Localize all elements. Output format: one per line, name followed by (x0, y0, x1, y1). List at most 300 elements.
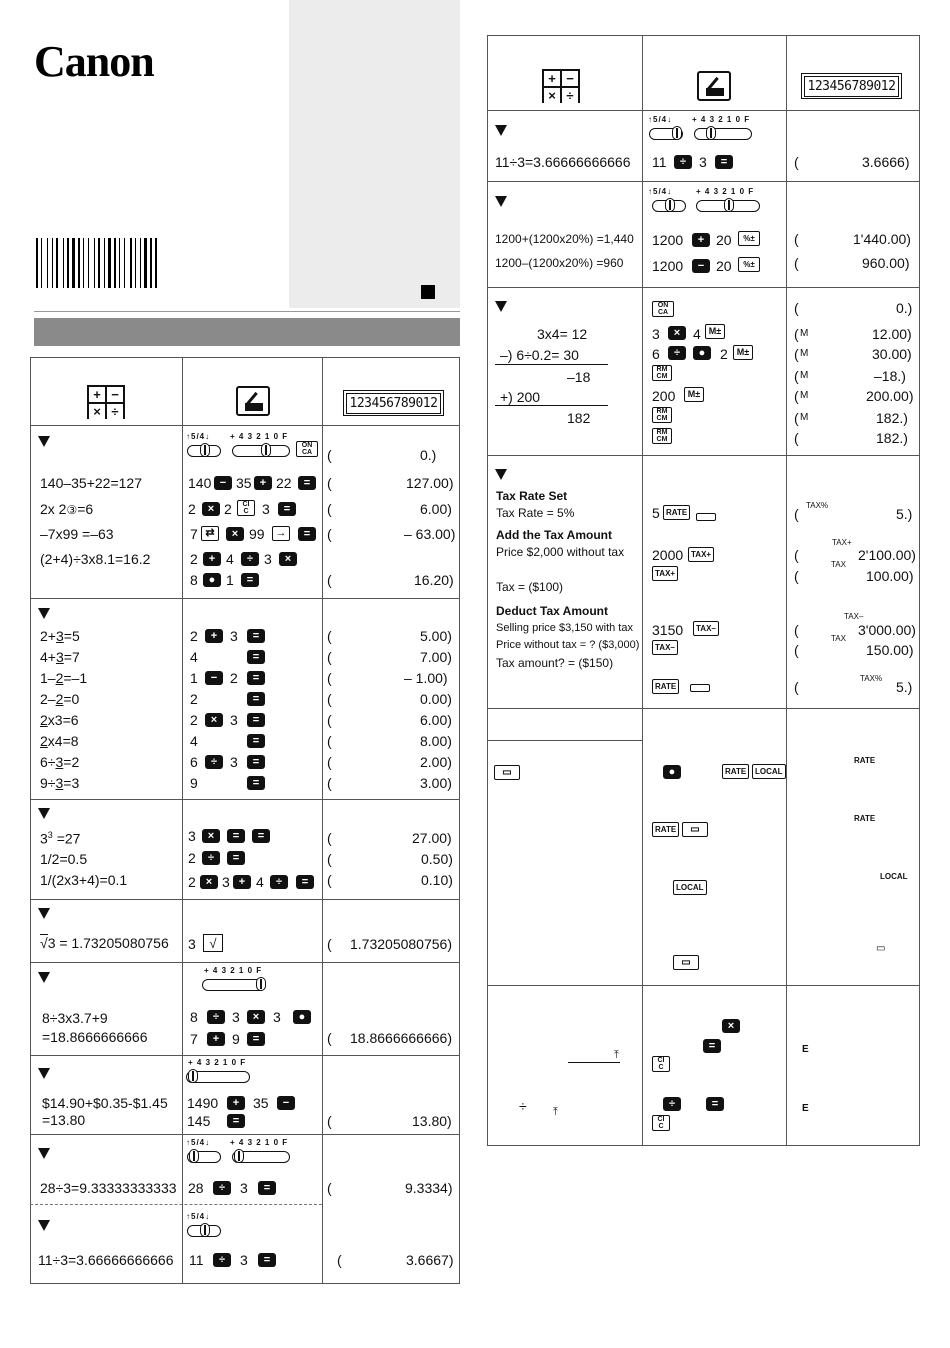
error-indicator: E (802, 1103, 809, 1114)
example-text: 11÷3=3.66666666666 (495, 154, 631, 170)
result-open: ( (327, 475, 332, 491)
minus-key: − (205, 671, 223, 685)
key-entry: 4 (190, 649, 198, 665)
barcode-bar (52, 238, 53, 288)
key-entry: 6 (190, 754, 198, 770)
rm-cm-key: RM CM (652, 365, 672, 381)
key-entry: 4 (693, 326, 701, 342)
example-text: 1200–(1200x20%) =960 (495, 256, 624, 270)
memory-line: 182 (567, 410, 591, 426)
row-divider (487, 985, 920, 986)
multiply-key: × (202, 829, 220, 843)
key-entry: 5 (652, 505, 660, 521)
example-text: 28÷3=9.33333333333 (40, 1180, 177, 1196)
tax-minus-key: TAX– (693, 621, 719, 636)
key-entry: 2 (190, 551, 198, 567)
example-text: 140–35+22=127 (40, 475, 142, 491)
tax-plus-key: TAX+ (688, 547, 714, 562)
result-value: 200.00) (866, 388, 914, 404)
rate-indicator: RATE (854, 814, 876, 823)
key-entry: 99 (249, 526, 265, 542)
example-text: Selling price $3,150 with tax (496, 622, 633, 634)
section-marker-icon (38, 808, 50, 819)
result-value: 182.) (876, 430, 908, 446)
key-entry: 9 (232, 1031, 240, 1047)
key-entry: 3 (273, 1009, 281, 1025)
key-entry: 1200 (652, 258, 684, 274)
equals-key: = (296, 875, 314, 889)
display-icon: 123456789012 (801, 73, 902, 99)
memory-plus-key: M± (705, 324, 725, 339)
barcode-bar (150, 238, 152, 288)
equals-key: = (247, 734, 265, 748)
barcode-bar (142, 238, 143, 288)
result-open: ( (327, 754, 332, 770)
tax-indicator: TAX+ (832, 538, 852, 547)
rule (568, 1062, 620, 1063)
key-entry: 7 (190, 1031, 198, 1047)
result-value: 12.00) (872, 326, 912, 342)
barcode-bar (54, 238, 55, 288)
result-open: ( (327, 526, 332, 542)
example-text: Tax amount? = ($150) (496, 656, 614, 670)
divide-key: ÷ (668, 346, 686, 360)
key-entry: 2 (188, 874, 196, 890)
key-entry: 20 (716, 258, 732, 274)
key-entry: 2 (224, 501, 232, 517)
memory-line: +) 200 (500, 389, 541, 405)
plus-key: + (203, 552, 221, 566)
barcode-bar (88, 238, 89, 288)
sum-rule (495, 364, 608, 365)
tax-indicator: TAX– (844, 612, 864, 621)
row-divider (487, 708, 920, 709)
example-text: 1200+(1200x20%) =1,440 (495, 232, 634, 246)
divide-key: ÷ (270, 875, 288, 889)
equals-key: = (715, 155, 733, 169)
result-open: ( (794, 154, 799, 170)
result-value: 6.00) (420, 501, 452, 517)
section-marker-icon (495, 469, 507, 480)
result-open: ( (327, 691, 332, 707)
mode-switch: ↑5/4↓ + 4 3 2 1 0 F (648, 187, 763, 215)
barcode-bar (106, 238, 107, 288)
divide-key: ÷ (663, 1097, 681, 1111)
barcode-bar (96, 238, 97, 288)
minus-key: − (214, 476, 232, 490)
multiply-key: × (226, 527, 244, 541)
result-open: ( (327, 872, 332, 888)
memory-indicator: M (800, 348, 809, 359)
barcode-bar (47, 238, 48, 288)
example-text: (2+4)÷3x8.1=16.2 (40, 551, 151, 567)
result-value: 100.00) (866, 568, 914, 584)
result-value: 0.50) (421, 851, 453, 867)
equals-key: = (247, 629, 265, 643)
key-entry: 3 (188, 828, 196, 844)
equals-key: = (247, 1032, 265, 1046)
key-entry: 3 (652, 326, 660, 342)
key-entry: 3 (240, 1180, 248, 1196)
barcode-bar (76, 238, 77, 288)
decimal-key: ● (293, 1010, 311, 1024)
barcode-bar (140, 238, 141, 288)
key-entry: 7 (190, 526, 198, 542)
multiply-key: × (279, 552, 297, 566)
key-entry: 1200 (652, 232, 684, 248)
result-open: ( (327, 1030, 332, 1046)
arrow-up-icon: ⤒ (614, 1049, 619, 1061)
result-value: 5.00) (420, 628, 452, 644)
key-entry: 2 (190, 712, 198, 728)
key-entry: 3 (262, 501, 270, 517)
barcode-bar (130, 238, 132, 288)
result-value: 3.00) (420, 775, 452, 791)
row-divider (487, 455, 920, 456)
example-text: 2x3=6 (40, 712, 79, 728)
barcode-bar (56, 238, 58, 288)
result-value: 27.00) (412, 830, 452, 846)
result-open: ( (794, 642, 799, 658)
key-entry: 2000 (652, 547, 684, 563)
col-divider (182, 357, 183, 1284)
result-value: 1.73205080756) (350, 936, 452, 952)
arrow-up-icon: ⤒ (553, 1106, 558, 1118)
divide-key: ÷ (213, 1181, 231, 1195)
key-entry: 35 (253, 1095, 269, 1111)
tax-indicator: TAX (831, 634, 846, 643)
multiply-key: × (205, 713, 223, 727)
result-open: ( (327, 733, 332, 749)
equals-key: = (278, 502, 296, 516)
plus-key: + (692, 233, 710, 247)
result-value: 2'100.00) (858, 547, 916, 563)
result-open: ( (327, 670, 332, 686)
mode-switch: ↑5/4↓ + 4 3 2 1 0 F (186, 432, 296, 460)
result-open: ( (327, 830, 332, 846)
result-open: ( (794, 679, 799, 695)
memory-line: –) 6÷0.2= 30 (500, 347, 579, 363)
keypress-icon (697, 71, 731, 101)
barcode-bar (94, 238, 95, 288)
result-open: ( (794, 622, 799, 638)
rate-key: RATE (652, 822, 679, 837)
result-value: 18.8666666666) (350, 1030, 452, 1046)
example-text: 1/2=0.5 (40, 851, 88, 867)
barcode-bar (153, 238, 154, 288)
key-entry: 4 (190, 733, 198, 749)
result-value: 0.) (896, 300, 913, 316)
key-entry: 3150 (652, 622, 684, 638)
sum-rule (495, 405, 608, 406)
mode-switch: ↑5/4↓ + 4 3 2 1 0 F (186, 1138, 296, 1166)
equals-key: = (247, 650, 265, 664)
row-divider (30, 425, 460, 426)
barcode-bar (101, 238, 103, 288)
barcode-bar (137, 238, 139, 288)
memory-line: –18 (567, 369, 591, 385)
example-text: 1–2=–1 (40, 670, 88, 686)
row-divider (487, 181, 920, 182)
slot-key-icon: ▭ (673, 955, 699, 970)
result-open: ( (327, 447, 332, 463)
percent-key: %± (738, 231, 760, 246)
divide-key: ÷ (202, 851, 220, 865)
row-divider (30, 899, 460, 900)
result-value: 3'000.00) (858, 622, 916, 638)
result-value: 0.10) (421, 872, 453, 888)
decimal-key: ● (203, 573, 221, 587)
plus-key: + (254, 476, 272, 490)
key-entry: 35 (236, 475, 252, 491)
divide-key: ÷ (213, 1253, 231, 1267)
result-value: 9.3334) (405, 1180, 453, 1196)
section-marker-icon (38, 436, 50, 447)
multiply-key: × (668, 326, 686, 340)
result-value: 30.00) (872, 346, 912, 362)
plus-key: + (205, 629, 223, 643)
key-entry: 2 (190, 628, 198, 644)
barcode-bar (158, 238, 159, 288)
key-entry: 2 (188, 501, 196, 517)
result-open: ( (794, 568, 799, 584)
keypress-icon (236, 386, 270, 416)
barcode-bar (148, 238, 149, 288)
key-entry: 4 (226, 551, 234, 567)
result-value: – 63.00) (404, 526, 456, 542)
ci-c-key: CI C (237, 500, 255, 516)
barcode-bar (39, 238, 40, 288)
result-open: ( (327, 1113, 332, 1129)
memory-line: 3x4= 12 (537, 326, 588, 342)
key-entry: 11 (652, 154, 667, 170)
result-open: ( (794, 547, 799, 563)
key-entry: 20 (716, 232, 732, 248)
key-entry: 2 (188, 850, 196, 866)
key-entry: 2 (230, 670, 238, 686)
equals-key: = (258, 1181, 276, 1195)
result-open: ( (327, 501, 332, 517)
section-marker-icon (38, 1220, 50, 1231)
divide-key: ÷ (207, 1010, 225, 1024)
section-marker-icon (495, 301, 507, 312)
result-open: ( (794, 231, 799, 247)
decimal-key: ● (663, 765, 681, 779)
equals-key: = (227, 1114, 245, 1128)
section-heading: Deduct Tax Amount (496, 604, 609, 618)
example-text: √3 = 1.73205080756 (40, 935, 169, 951)
key-entry: 1 (226, 572, 234, 588)
barcode-bar (70, 238, 71, 288)
ci-c-key: CI C (652, 1115, 670, 1131)
key-entry: 3 (230, 712, 238, 728)
calculator-icon: + − × ÷ (87, 385, 125, 419)
col-divider (642, 35, 643, 1146)
divide-key: ÷ (205, 755, 223, 769)
key-entry: 6 (652, 346, 660, 362)
memory-indicator: M (800, 370, 809, 381)
rm-cm-key: RM CM (652, 428, 672, 444)
key-entry: 3 (264, 551, 272, 567)
result-open: ( (337, 1252, 342, 1268)
result-value: 0.) (420, 447, 437, 463)
example-text: 11÷3=3.66666666666 (38, 1252, 174, 1268)
equals-key: = (247, 692, 265, 706)
barcode-bar (90, 238, 93, 288)
decimal-switch: + 4 3 2 1 0 F (186, 1058, 256, 1086)
row-divider (30, 1055, 460, 1056)
slot-key-icon: ▭ (682, 822, 708, 837)
section-marker-icon (38, 908, 50, 919)
row-divider (487, 740, 642, 741)
local-key: LOCAL (752, 764, 786, 779)
result-open: ( (327, 572, 332, 588)
result-open: ( (794, 506, 799, 522)
result-value: 1'440.00) (853, 231, 911, 247)
section-marker-icon (38, 972, 50, 983)
key-entry: 3 (222, 874, 230, 890)
barcode-bar (117, 238, 118, 288)
example-text: $3^3 =27$ (40, 830, 81, 847)
barcode-bar (112, 238, 113, 288)
equals-key: = (706, 1097, 724, 1111)
error-indicator: E (802, 1044, 809, 1055)
barcode-bar (49, 238, 51, 288)
example-text: Tax = ($100) (496, 580, 564, 594)
equals-key: = (247, 755, 265, 769)
tax-plus-key: TAX+ (652, 566, 678, 581)
result-open: ( (794, 388, 799, 404)
result-open: ( (327, 851, 332, 867)
section-heading: Tax Rate Set (496, 489, 568, 503)
percent-key: %± (738, 257, 760, 272)
section-marker-icon (38, 1068, 50, 1079)
decimal-switch: + 4 3 2 1 0 F (202, 966, 272, 994)
equals-key: = (247, 713, 265, 727)
barcode-bar (65, 238, 66, 288)
key-entry: 11 (189, 1252, 204, 1268)
col-divider (786, 35, 787, 1146)
row-divider-dashed (30, 1204, 322, 1205)
local-indicator: LOCAL (880, 872, 908, 881)
example-text: –7x99 =–63 (40, 526, 114, 542)
tax-minus-key: TAX– (652, 640, 678, 655)
result-value: 5.) (896, 506, 913, 522)
equals-key: = (703, 1039, 721, 1053)
result-value: 2.00) (420, 754, 452, 770)
example-text: 2x 2③=6 (40, 501, 94, 517)
memory-minus-key: M± (733, 345, 753, 360)
result-value: 960.00) (862, 255, 910, 271)
key-entry: 1490 (187, 1095, 219, 1111)
example-text: 2+3=5 (40, 628, 80, 644)
slot-icon (690, 684, 710, 692)
sign-change-key: ⇄ (201, 526, 219, 541)
key-entry: 3 (699, 154, 707, 170)
equals-key: = (247, 776, 265, 790)
mode-switch: ↑5/4↓ + 4 3 2 1 0 F (648, 115, 758, 143)
result-open: ( (794, 326, 799, 342)
result-value: 182.) (876, 410, 908, 426)
multiply-key: × (200, 875, 218, 889)
rate-key: RATE (663, 505, 690, 520)
backspace-key: → (272, 526, 290, 541)
rounding-switch: ↑5/4↓ (186, 1212, 226, 1240)
result-open: ( (794, 410, 799, 426)
barcode-bar (124, 238, 125, 288)
result-open: ( (794, 368, 799, 384)
on-ca-key: ON CA (296, 441, 318, 457)
result-open: ( (327, 936, 332, 952)
result-open: ( (794, 430, 799, 446)
result-value: 150.00) (866, 642, 914, 658)
result-open: ( (327, 775, 332, 791)
result-value: 3.6667) (406, 1252, 454, 1268)
example-text: 8÷3x3.7+9 (42, 1010, 108, 1026)
key-entry: 2 (190, 691, 198, 707)
barcode-bar (85, 238, 87, 288)
example-text: 2x4=8 (40, 733, 79, 749)
barcode-bar (98, 238, 100, 288)
example-text: =18.8666666666 (42, 1029, 148, 1045)
result-value: 6.00) (420, 712, 452, 728)
barcode-bar (43, 238, 46, 288)
equals-key: = (258, 1253, 276, 1267)
equals-key: = (241, 573, 259, 587)
barcode-bar (36, 238, 38, 288)
equals-key: = (227, 829, 245, 843)
result-value: 13.80) (412, 1113, 452, 1129)
result-open: ( (327, 628, 332, 644)
result-open: ( (794, 300, 799, 316)
result-open: ( (794, 255, 799, 271)
local-key: LOCAL (673, 880, 707, 895)
section-marker-icon (495, 196, 507, 207)
ci-c-key: CI C (652, 1056, 670, 1072)
calculator-icon: + − × ÷ (542, 69, 580, 103)
barcode-bar (108, 238, 111, 288)
equals-key: = (227, 851, 245, 865)
equals-key: = (298, 527, 316, 541)
divider (34, 311, 460, 312)
rate-key: RATE (652, 679, 679, 694)
key-entry: 3 (240, 1252, 248, 1268)
barcode-bar (72, 238, 75, 288)
slot-indicator-icon: ▭ (876, 943, 886, 954)
key-entry: 145 (187, 1113, 211, 1129)
result-value: 7.00) (420, 649, 452, 665)
example-text: $14.90+$0.35-$1.45 (42, 1095, 168, 1111)
key-entry: 3 (230, 754, 238, 770)
row-divider (30, 1134, 460, 1135)
barcode-bar (119, 238, 120, 288)
divide-key: ÷ (241, 552, 259, 566)
example-text: 4+3=7 (40, 649, 80, 665)
display-icon: 123456789012 (343, 390, 444, 416)
barcode-bar (81, 238, 82, 288)
example-text: 6÷3=2 (40, 754, 80, 770)
decimal-key: ● (693, 346, 711, 360)
result-open: ( (327, 649, 332, 665)
key-entry: 9 (190, 775, 198, 791)
key-entry: 2 (720, 346, 728, 362)
barcode-bar (155, 238, 157, 288)
barcode-bar (67, 238, 69, 288)
key-entry: 4 (256, 874, 264, 890)
barcode-bar (144, 238, 147, 288)
result-open: ( (327, 1180, 332, 1196)
key-entry: 3 (188, 936, 196, 952)
